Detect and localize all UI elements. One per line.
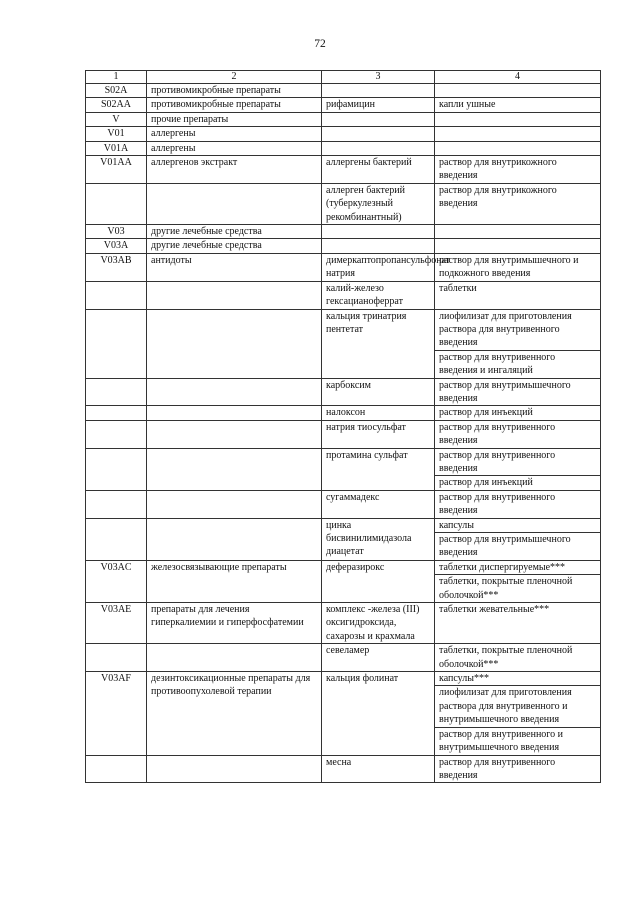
dosage-form: раствор для внутрикожного введения bbox=[439, 184, 557, 210]
atc-code-cell: V01A bbox=[86, 141, 147, 155]
drug-name-cell: аллергены бактерий bbox=[322, 156, 435, 184]
group-name-cell: антидоты bbox=[147, 253, 322, 281]
dosage-forms-cell bbox=[435, 560, 601, 602]
dosage-forms-cell bbox=[435, 183, 601, 224]
dosage-forms-cell bbox=[435, 112, 601, 126]
dosage-forms-cell bbox=[435, 253, 601, 281]
group-name-cell bbox=[147, 420, 322, 448]
group-name-cell: аллергены bbox=[147, 141, 322, 155]
drug-name-cell: кальция фолинат bbox=[322, 672, 435, 755]
table-header-row bbox=[86, 71, 601, 84]
dosage-form: раствор для внутримышечного введения bbox=[435, 532, 600, 560]
drug-list-table bbox=[85, 70, 601, 783]
dosage-form: лиофилизат для приготовления раствора для внутривенного и внутримышечного введения bbox=[435, 685, 600, 726]
dosage-form: раствор для инъекций bbox=[439, 407, 533, 419]
atc-code-cell bbox=[86, 518, 147, 560]
dosage-forms-cell bbox=[435, 378, 601, 406]
group-name-cell: железосвязывающие препараты bbox=[147, 560, 322, 602]
group-name-cell bbox=[147, 644, 322, 672]
drug-name-cell: рифамицин bbox=[322, 98, 435, 112]
dosage-forms-cell bbox=[435, 127, 601, 141]
dosage-forms-cell bbox=[435, 281, 601, 309]
dosage-form: капли ушные bbox=[439, 99, 496, 111]
group-name-cell: противомикробные препараты bbox=[147, 98, 322, 112]
drug-name-cell: севеламер bbox=[322, 644, 435, 672]
dosage-form: раствор для внутрикожного введения bbox=[439, 157, 557, 182]
atc-code-cell bbox=[86, 406, 147, 420]
drug-name-cell bbox=[322, 141, 435, 155]
drug-name-cell: натрия тиосульфат bbox=[322, 420, 435, 448]
dosage-form: раствор для внутримышечного и подкожного введения bbox=[439, 254, 579, 280]
table-row bbox=[86, 156, 601, 184]
atc-code-cell bbox=[86, 644, 147, 672]
atc-code-cell bbox=[86, 281, 147, 309]
group-name-cell bbox=[147, 309, 322, 378]
atc-code-cell bbox=[86, 183, 147, 224]
table-row bbox=[86, 406, 601, 420]
dosage-form: таблетки жевательные*** bbox=[439, 604, 550, 616]
dosage-form: лиофилизат для приготовления раствора для внутривенного введения bbox=[439, 310, 572, 349]
atc-code-cell: V03AE bbox=[86, 603, 147, 644]
drug-name-cell bbox=[322, 239, 435, 253]
group-name-cell: прочие препараты bbox=[147, 112, 322, 126]
dosage-forms-cell bbox=[435, 239, 601, 253]
dosage-form: таблетки диспергируемые*** bbox=[439, 561, 566, 573]
drug-name-cell: протамина сульфат bbox=[322, 448, 435, 490]
dosage-forms-cell bbox=[435, 518, 601, 560]
drug-name-cell: налоксон bbox=[322, 406, 435, 420]
atc-code-cell bbox=[86, 309, 147, 378]
dosage-forms-cell bbox=[435, 490, 601, 518]
table-row bbox=[86, 84, 601, 98]
table-row bbox=[86, 560, 601, 602]
dosage-forms-cell bbox=[435, 84, 601, 98]
dosage-form: раствор для внутривенного введения bbox=[439, 421, 556, 447]
dosage-forms-cell bbox=[435, 98, 601, 112]
atc-code-cell: V03AF bbox=[86, 672, 147, 755]
table-row bbox=[86, 644, 601, 672]
dosage-form: раствор для внутривенного введения и ингаляций bbox=[435, 350, 600, 378]
group-name-cell: аллергенов экстракт bbox=[147, 156, 322, 184]
dosage-form: таблетки, покрытые пленочной оболочкой*** bbox=[439, 645, 573, 670]
drug-name-cell: комплекс -железа (III) оксигидроксида, сахарозы и крахмала bbox=[322, 603, 435, 644]
dosage-form: таблетки, покрытые пленочной оболочкой*** bbox=[435, 574, 600, 602]
atc-code-cell bbox=[86, 448, 147, 490]
column-header: 1 bbox=[86, 71, 147, 84]
drug-name-cell: калий-железо гексацианоферрат bbox=[322, 281, 435, 309]
atc-code-cell: V01AA bbox=[86, 156, 147, 184]
dosage-form: капсулы bbox=[439, 519, 474, 531]
atc-code-cell bbox=[86, 490, 147, 518]
table-row bbox=[86, 603, 601, 644]
page-number: 72 bbox=[314, 38, 326, 50]
dosage-form: раствор для внутривенного введения bbox=[439, 491, 556, 517]
table-row bbox=[86, 183, 601, 224]
drug-name-cell: кальция тринатрия пентетат bbox=[322, 309, 435, 378]
dosage-forms-cell bbox=[435, 156, 601, 184]
table-row bbox=[86, 448, 601, 490]
group-name-cell bbox=[147, 448, 322, 490]
group-name-cell bbox=[147, 490, 322, 518]
table-row bbox=[86, 112, 601, 126]
dosage-form: раствор для внутривенного введения bbox=[439, 756, 556, 781]
column-header: 2 bbox=[147, 71, 322, 84]
drug-name-cell: аллерген бактерий (туберкулезный рекомбинантный) bbox=[322, 183, 435, 224]
group-name-cell bbox=[147, 183, 322, 224]
group-name-cell: противомикробные препараты bbox=[147, 84, 322, 98]
dosage-form: раствор для внутримышечного введения bbox=[439, 379, 571, 404]
atc-code-cell bbox=[86, 378, 147, 406]
drug-name-cell bbox=[322, 225, 435, 239]
group-name-cell: дезинтоксикационные препараты для противоопухолевой терапии bbox=[147, 672, 322, 755]
dosage-forms-cell bbox=[435, 406, 601, 420]
atc-code-cell: V03AB bbox=[86, 253, 147, 281]
table-row bbox=[86, 420, 601, 448]
table-row bbox=[86, 239, 601, 253]
drug-name-cell: сугаммадекс bbox=[322, 490, 435, 518]
dosage-forms-cell bbox=[435, 448, 601, 490]
atc-code-cell bbox=[86, 420, 147, 448]
dosage-forms-cell bbox=[435, 141, 601, 155]
atc-code-cell: S02A bbox=[86, 84, 147, 98]
group-name-cell bbox=[147, 755, 322, 783]
drug-name-cell: димеркаптопропансульфонат натрия bbox=[322, 253, 435, 281]
table-row bbox=[86, 281, 601, 309]
table-row bbox=[86, 490, 601, 518]
drug-name-cell: месна bbox=[322, 755, 435, 783]
drug-name-cell: карбоксим bbox=[322, 378, 435, 406]
group-name-cell: другие лечебные средства bbox=[147, 239, 322, 253]
table-row bbox=[86, 98, 601, 112]
dosage-form: раствор для внутривенного введения bbox=[439, 449, 556, 474]
table-row bbox=[86, 672, 601, 755]
group-name-cell bbox=[147, 406, 322, 420]
column-header: 4 bbox=[435, 71, 601, 84]
dosage-forms-cell bbox=[435, 420, 601, 448]
drug-name-cell: деферазирокс bbox=[322, 560, 435, 602]
atc-code-cell: V01 bbox=[86, 127, 147, 141]
table-row bbox=[86, 253, 601, 281]
group-name-cell: другие лечебные средства bbox=[147, 225, 322, 239]
drug-name-cell bbox=[322, 127, 435, 141]
group-name-cell bbox=[147, 281, 322, 309]
column-header: 3 bbox=[322, 71, 435, 84]
dosage-forms-cell bbox=[435, 644, 601, 672]
drug-name-cell bbox=[322, 112, 435, 126]
dosage-form: раствор для внутривенного и внутримышечного введения bbox=[435, 727, 600, 755]
dosage-forms-cell bbox=[435, 225, 601, 239]
table-row bbox=[86, 755, 601, 783]
atc-code-cell: V03A bbox=[86, 239, 147, 253]
table-row bbox=[86, 225, 601, 239]
dosage-forms-cell bbox=[435, 755, 601, 783]
group-name-cell bbox=[147, 518, 322, 560]
group-name-cell: аллергены bbox=[147, 127, 322, 141]
atc-code-cell: S02AA bbox=[86, 98, 147, 112]
dosage-forms-cell bbox=[435, 603, 601, 644]
dosage-form: раствор для инъекций bbox=[435, 475, 600, 489]
atc-code-cell: V03AC bbox=[86, 560, 147, 602]
group-name-cell: препараты для лечения гиперкалиемии и гиперфосфатемии bbox=[147, 603, 322, 644]
drug-name-cell: цинка бисвинилимидазола диацетат bbox=[322, 518, 435, 560]
dosage-form: таблетки bbox=[439, 282, 477, 294]
dosage-forms-cell bbox=[435, 672, 601, 755]
dosage-forms-cell bbox=[435, 309, 601, 378]
dosage-form: капсулы*** bbox=[439, 673, 489, 685]
table-row bbox=[86, 378, 601, 406]
group-name-cell bbox=[147, 378, 322, 406]
atc-code-cell bbox=[86, 755, 147, 783]
table-row bbox=[86, 518, 601, 560]
table-row bbox=[86, 309, 601, 378]
atc-code-cell: V03 bbox=[86, 225, 147, 239]
table-row bbox=[86, 127, 601, 141]
drug-name-cell bbox=[322, 84, 435, 98]
table-row bbox=[86, 141, 601, 155]
atc-code-cell: V bbox=[86, 112, 147, 126]
